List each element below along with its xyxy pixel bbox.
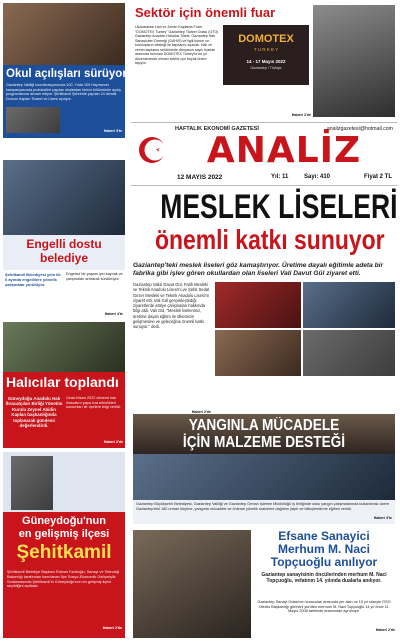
guneydogu-panel — [3, 512, 125, 638]
topcuoglu-story — [131, 530, 397, 639]
yangin-caption-box — [133, 500, 395, 524]
halici-body-2: Ocak-Nisan 2022 dönemi halı ihracatını yapa icra etkinlikleri sunumları ile üyelere bilgi verildi. — [66, 396, 121, 410]
domotex-brand: DOMOTEX — [238, 33, 294, 45]
masthead-date: 12 MAYIS 2022 — [177, 174, 223, 181]
top-ad — [131, 3, 397, 121]
engelli-body-1: Şehitkamil Belediyesi yılın ilk 6 ayında engellilere yönelik çalışmalar yürütüyor. — [5, 272, 61, 287]
main-headline-1: MESLEK LİSELERİ — [160, 188, 398, 226]
engelli-headline-2: belediye — [39, 251, 89, 265]
masthead-issue: Sayı: 410 — [304, 174, 331, 180]
engelli-body-2: Engelsiz bir yaşam için kaynak ve çalışmaları artırarak sürdürüyor. — [66, 272, 123, 281]
top-ad-body: Uluslararası Halı ve Zemin Kaplama Fuarı "DOMOTEX Turkey" Gaziantep Ticaret Odası (GTO) Gaziantep Anadolu Halıcılar Sitesi, Gaziantep Halı Sanayicileri Derneği (GAHIS) ve ilgili kurum ve kuruluşların desteği ile kapılarını açacak. Halı ve zemin kaplama sektöründe dünyanın sayılı fuarları arasında bulunan DOMOTEX Turkey'in bu yıl düzenlenecek olması sektör için büyük önem taşıyor. — [135, 25, 219, 65]
yangin-caption: Gaziantep Büyükşehir Belediyesi, Gaziantep Valiliği ve Gaziantep Orman İşletme Müdürlüğü iş birliğinde olası yangın çalışmalarında kullanılmak üzere Gaziantep'teki 180 orman köyüne, yangınla mücadele ve önleme yönelik malzeme dağıtımı yaptı ve bilinçlendirme eğitimi verildi. — [136, 502, 389, 511]
topcuoglu-headline-2: Merhum M. Naci — [277, 542, 370, 556]
topcuoglu-headline-1: Efsane Sanayici — [278, 529, 370, 543]
main-haber-tag: Haberi 2'de — [191, 410, 211, 414]
domotex-country: T U R K E Y — [253, 47, 279, 52]
yangin-story — [131, 414, 397, 528]
masthead — [131, 122, 397, 186]
guneydogu-haber-tag: Haberi 2'de — [102, 626, 122, 630]
main-photo-3 — [215, 330, 301, 376]
engelli-haber-tag: Haberi 4'te — [104, 312, 123, 316]
masthead-logo: ANALİZ — [206, 130, 362, 171]
guneydogu-headline-2: en gelişmiş ilçesi — [18, 528, 110, 540]
topcuoglu-haber-tag: Haberi 2'de — [375, 628, 395, 632]
okul-body-2 — [63, 107, 123, 127]
main-body: Gaziantep Valisi Davut Gül, Fatih Mesleki ve Teknik Anadolu Lisesi'ni ve Şehit Sedat Gezer Mesleki ve Teknik Anadolu Lisesi'ni ziyaret etti. Vali Gül gerçekleştirdiği ziyaretlerde atölye çalışmaları hakkında bilgi aldı. Vali Gül, "Meslek liselerimiz, üretime dayalı eğitim ile ülkemizin gelişmesine ve geleceğine önemli katkı sunuyor." dedi. — [133, 282, 210, 330]
masthead-email: analizgazetesi@hotmail.com — [326, 126, 393, 132]
topcuoglu-headline-3: Topçuoğlu anılıyor — [270, 555, 378, 569]
yangin-headline-1: YANGINLA MÜCADELE — [188, 417, 340, 434]
halici-headline: Halıcılar toplandı — [6, 374, 119, 390]
okul-small-photo — [6, 107, 60, 133]
okul-panel — [3, 65, 125, 138]
yangin-headline-band — [133, 414, 395, 454]
guneydogu-photo-area — [3, 452, 125, 512]
halici-photo — [3, 322, 125, 372]
topcuoglu-body: Gaziantep Sanayi Odası'nın kurucuları arasında yer alan ve 10 yıl süreyle GSO Meclis Başkanlığı görevini yürüten merhum M. Naci Topçuoğlu 14 yıl önce 11 Mayıs 2008 tarihinde aramızdan ayrılmıştı. — [257, 600, 391, 614]
engelli-headline-1: Engelli dostu — [26, 237, 102, 251]
masthead-info-bar — [131, 173, 397, 185]
guneydogu-portrait — [11, 456, 53, 510]
halici-body-1: Güneydoğu Anadolu Halı İhracatçıları Birliği Yönetim Kurulu Zeynel Abidin Kaplan başkanlığında toplanarak gündemi değerlendirdi. — [5, 396, 63, 429]
yangin-photo — [133, 454, 395, 500]
domotex-city: Gaziantep / Türkiye — [250, 66, 282, 70]
top-ad-haber-tag: Haberi 2'de — [291, 113, 311, 117]
masthead-year: Yıl: 11 — [271, 174, 289, 180]
okul-haber-tag: Haberi 3'te — [103, 129, 122, 133]
domotex-ad — [223, 25, 309, 85]
engelli-body-panel — [3, 272, 125, 320]
main-headline-2: önemli katkı sunuyor — [154, 224, 385, 255]
main-story — [131, 188, 397, 420]
okul-photo — [3, 3, 125, 65]
engelli-photo — [3, 160, 125, 235]
topcuoglu-photo-group — [133, 530, 251, 638]
guneydogu-headline-1: Güneydoğu'nun — [22, 515, 106, 527]
guneydogu-body: Şehitkamil Belediye Başkanı Rıdvan Fadıloğlu, Sanayi ve Teknoloji Bakanlığı tarafından hazırlanan İlçe Sosyo-Ekonomik Gelişmişlik Sıralamasında Şehitkamil'in Güneydoğu'nun en gelişmiş ilçesi seçildiğini açıkladı. — [7, 570, 120, 589]
top-ad-body-2 — [223, 87, 309, 113]
okul-body: Gaziantep Valiliği koordinasyonunda 100. Yılda 100 Hayırsever kampanyasında protokolleri yapılan okulardan birinci bölümünün açılış programlarına devam ediyor. Şehitkamil Şehrinde yapılan 24 derslik Dursun Kaplan Ticaret ve Lisesi açılıyor. — [6, 83, 121, 101]
okul-headline: Okul açılışları sürüyor — [6, 68, 127, 80]
top-ad-portrait — [313, 5, 395, 117]
masthead-price: Fiyat 2 TL — [363, 174, 392, 180]
main-deck: Gaziantep'teki meslek liseleri göz kamaştırıyor. Üretime dayalı eğitimle adeta bir fabrika gibi işlev gören okullardan olan liseleri Vali Davut Gül ziyaret etti. — [133, 262, 384, 278]
engelli-headline-band — [3, 235, 125, 270]
main-photo-1 — [215, 282, 301, 328]
main-photo-2 — [303, 282, 395, 328]
top-ad-title: Sektör için önemli fuar — [135, 5, 276, 20]
left-column — [0, 0, 128, 642]
yangin-headline-2: İÇİN MALZEME DESTEĞİ — [182, 434, 346, 451]
main-photo-4 — [303, 330, 395, 376]
domotex-dates: 14 - 17 Mayıs 2022 — [246, 59, 286, 64]
guneydogu-headline-3: Şehitkamil — [16, 542, 112, 563]
halici-haber-tag: Haberi 2'de — [103, 440, 123, 444]
topcuoglu-deck: Gaziantep sanayisinin öncülerinden merhum M. Naci Topçuoğlu, vefatının 14. yılında dualarla anılıyor. — [261, 572, 387, 585]
yangin-haber-tag: Haberi 3'te — [373, 516, 392, 520]
masthead-tagline: HAFTALIK EKONOMİ GAZETESİ — [175, 126, 259, 132]
masthead-flag-icon — [137, 133, 171, 167]
